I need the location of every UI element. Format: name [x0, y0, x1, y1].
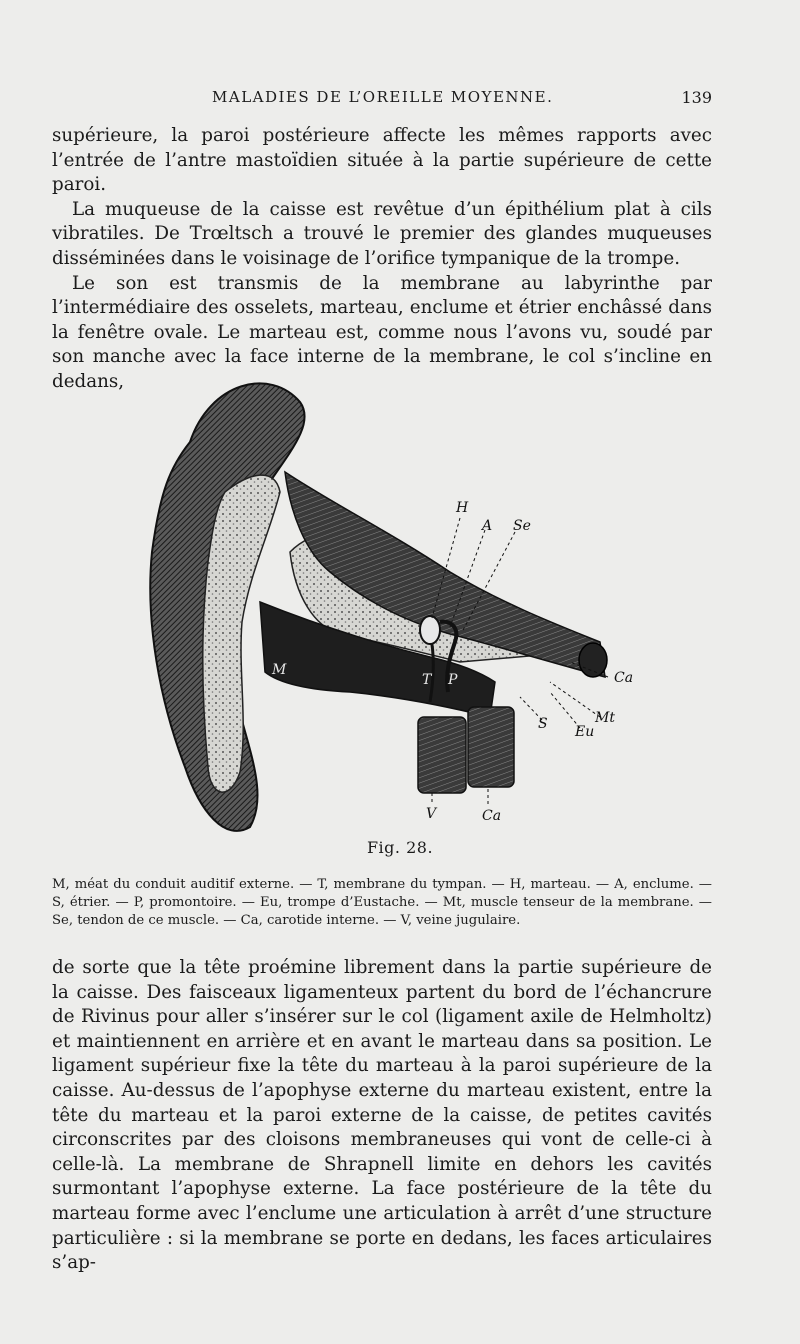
label-Se: Se: [513, 518, 531, 534]
paragraph: Le son est transmis de la membrane au labyrinthe par l’intermédiaire des osselets, marteau, enclume et étrier enchâssé dans la fenêtre ovale. Le marteau est, comme nous l’avons vu, soudé par son manche avec la face interne de la membrane, le col s’incline en dedans,: [52, 272, 712, 392]
label-S: S: [538, 716, 548, 732]
running-title: MALADIES DE L’OREILLE MOYENNE.: [212, 88, 554, 106]
page-number: 139: [681, 88, 712, 107]
label-Ca-bottom: Ca: [482, 808, 502, 824]
figure-legend: M, méat du conduit auditif externe. — T, membrane du tympan. — H, marteau. — A, enclume. — S, étrier. — P, promontoire. — Eu, trompe d’Eustache. — Mt, muscle tenseur de la membrane. — Se, tendon de ce muscle. — Ca, carotide interne. — V, veine jugulaire.: [52, 877, 712, 928]
body-text-top: [52, 124, 712, 395]
body-text-bottom: [52, 956, 712, 1276]
figure-title: Fig. 28.: [366, 838, 434, 857]
carotid-end: [579, 643, 607, 677]
label-Mt: Mt: [595, 710, 615, 726]
paragraph: La muqueuse de la caisse est revêtue d’un épithélium plat à cils vibratiles. De Trœltsch a trouvé le premier des glandes muqueuses disséminées dans le voisinage de l’orifice tympanique de la trompe.: [52, 198, 712, 269]
page-header: [52, 88, 712, 112]
label-M: M: [272, 662, 287, 678]
malleus-head: [420, 616, 440, 644]
label-T: T: [422, 672, 432, 688]
jugular-vein: [418, 717, 466, 793]
paragraph: de sorte que la tête proémine librement dans la partie supérieure de la caisse. Des faisceaux ligamenteux partent du bord de l’échancrure de Rivinus pour aller s’insérer sur le col (ligament axile de Helmholtz) et maintiennent en arrière et en avant le marteau dans sa position. Le ligament supérieur fixe la tête du marteau à la paroi supérieure de la caisse. Au-dessus de l’apophyse externe du marteau existent, entre la tête du marteau et la paroi externe de la caisse, de petites cavités circonscrites par des cloisons membraneuses qui vont de celle-ci à celle-là. La membrane de Shrapnell limite en dehors les cavités surmontant l’apophyse externe. La face postérieure de la tête du marteau forme avec l’enclume une articulation à arrêt d’une structure particulière : si la membrane se porte en dedans, les faces articulaires s’ap-: [52, 957, 712, 1274]
label-V: V: [426, 806, 437, 822]
carotid-artery: [468, 707, 514, 787]
ear-anatomy-illustration: [130, 372, 650, 842]
label-Ca-right: Ca: [614, 670, 634, 686]
ear-anatomy-figure: [130, 372, 650, 842]
paragraph: supérieure, la paroi postérieure affecte les mêmes rapports avec l’entrée de l’antre mastoïdien située à la partie supérieure de cette paroi.: [52, 125, 712, 196]
label-Eu: Eu: [575, 724, 595, 740]
label-H: H: [456, 500, 469, 516]
label-A: A: [482, 518, 493, 534]
label-P: P: [448, 672, 458, 688]
